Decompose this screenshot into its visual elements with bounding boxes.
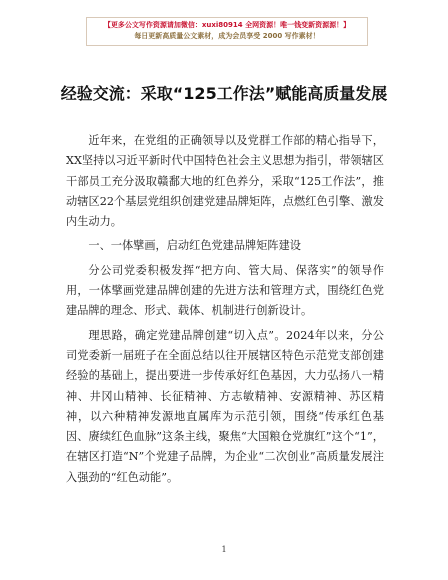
document-title: 经验交流：采取“125工作法”赋能高质量发展 <box>60 84 388 103</box>
body-paragraph: 理思路，确定党建品牌创建“切入点”。2024年以来，分公司党委新一届班子在全面总结以往开展辖区特色示范党支部创建经验的基础上，提出要进一步传承好红色基因，大力弘扬八一精神、井冈山精神、长征精神、方志敏精神、安源精神、苏区精神，以六种精神发源地直属库为示范引领，围绕“传承红色基因、赓续红色血脉”这条主线，聚焦“大国粮仓党旗红”这个“1”，在辖区打造“N”个党建子品牌，为企业“二次创业”高质量发展注入强劲的“红色动能”。 <box>66 328 384 484</box>
promo-banner-line-2: 每日更新高质量公文素材，成为会员享受 2000 写作素材！ <box>134 32 320 40</box>
promo-banner-line-1: 【更多公文写作资源请加微信：xuxi80914 全网资源！唯一钱变新资源源！】 <box>103 21 351 29</box>
intro-paragraph: 近年来，在党组的正确领导以及党群工作部的精心指导下，XX坚持以习近平新时代中国特色社会主义思想为指引，带领辖区干部员工充分汲取赣鄱大地的红色养分，采取“125工作法”，推动辖区22个基层党组织创建党建品牌矩阵，点燃红色引擎、激发内生动力。 <box>66 134 384 229</box>
section-heading: 一、一体擘画，启动红色党建品牌矩阵建设 <box>88 239 301 253</box>
page-number: 1 <box>221 545 227 554</box>
document-body <box>66 131 384 492</box>
promo-banner <box>86 17 368 46</box>
body-paragraph: 分公司党委积极发挥“把方向、管大局、保落实”的领导作用，一体擘画党建品牌创建的先进方法和管理方式，围绕红色党建品牌的理念、形式、载体、机制进行创新设计。 <box>66 263 384 318</box>
